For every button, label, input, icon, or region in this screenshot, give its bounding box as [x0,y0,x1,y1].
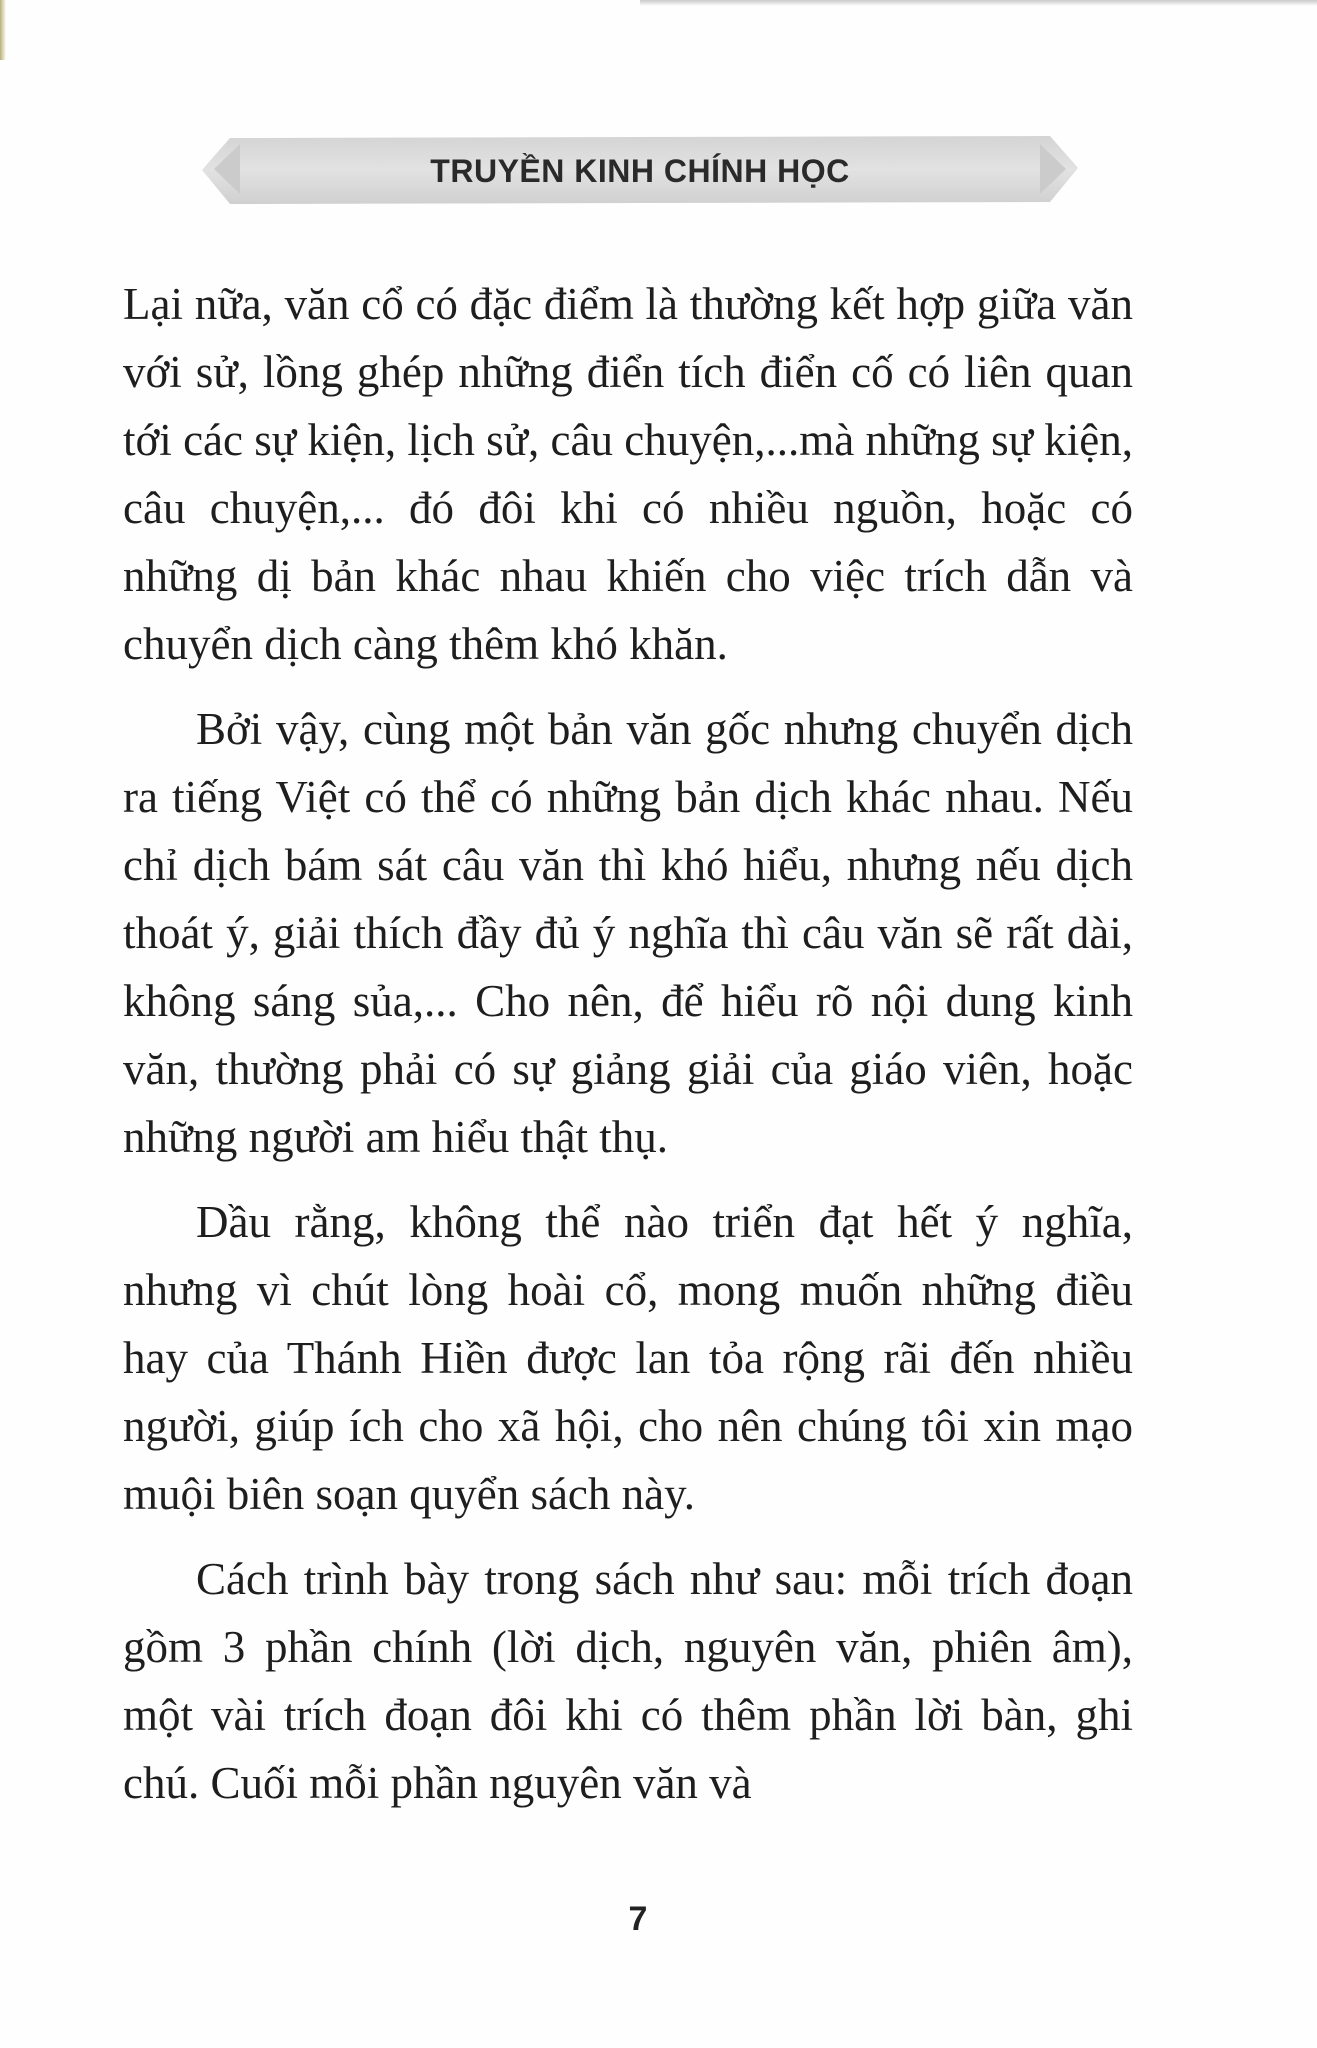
paragraph: Cách trình bày trong sách như sau: mỗi trích đoạn gồm 3 phần chính (lời dịch, nguyên văn, phiên âm), một vài trích đoạn đôi khi có thêm phần lời bàn, ghi chú. Cuối mỗi phần nguyên văn và [123,1554,1133,1808]
header-title: TRUYỀN KINH CHÍNH HỌC [430,152,850,189]
paragraph: Dầu rằng, không thể nào triển đạt hết ý nghĩa, nhưng vì chút lòng hoài cổ, mong muốn những điều hay của Thánh Hiền được lan tỏa rộng rãi đến nhiều người, giúp ích cho xã hội, cho nên chúng tôi xin mạo muội biên soạn quyển sách này. [123,1197,1133,1519]
paragraph: Bởi vậy, cùng một bản văn gốc nhưng chuyển dịch ra tiếng Việt có thể có những bản dịch khác nhau. Nếu chỉ dịch bám sát câu văn thì khó hiểu, nhưng nếu dịch thoát ý, giải thích đầy đủ ý nghĩa thì câu văn sẽ rất dài, không sáng sủa,... Cho nên, để hiểu rõ nội dung kinh văn, thường phải có sự giảng giải của giáo viên, hoặc những người am hiểu thật thụ. [123,704,1133,1162]
body-text [123,270,1133,1834]
running-header [200,130,1080,208]
page-left-edge [0,0,6,60]
page-top-shadow [640,0,1317,6]
page-number: 7 [628,1900,648,1938]
paragraph: Lại nữa, văn cổ có đặc điểm là thường kết hợp giữa văn với sử, lồng ghép những điển tích điển cố có liên quan tới các sự kiện, lịch sử, câu chuyện,...mà những sự kiện, câu chuyện,... đó đôi khi có nhiều nguồn, hoặc có những dị bản khác nhau khiến cho việc trích dẫn và chuyển dịch càng thêm khó khăn. [123,279,1133,669]
